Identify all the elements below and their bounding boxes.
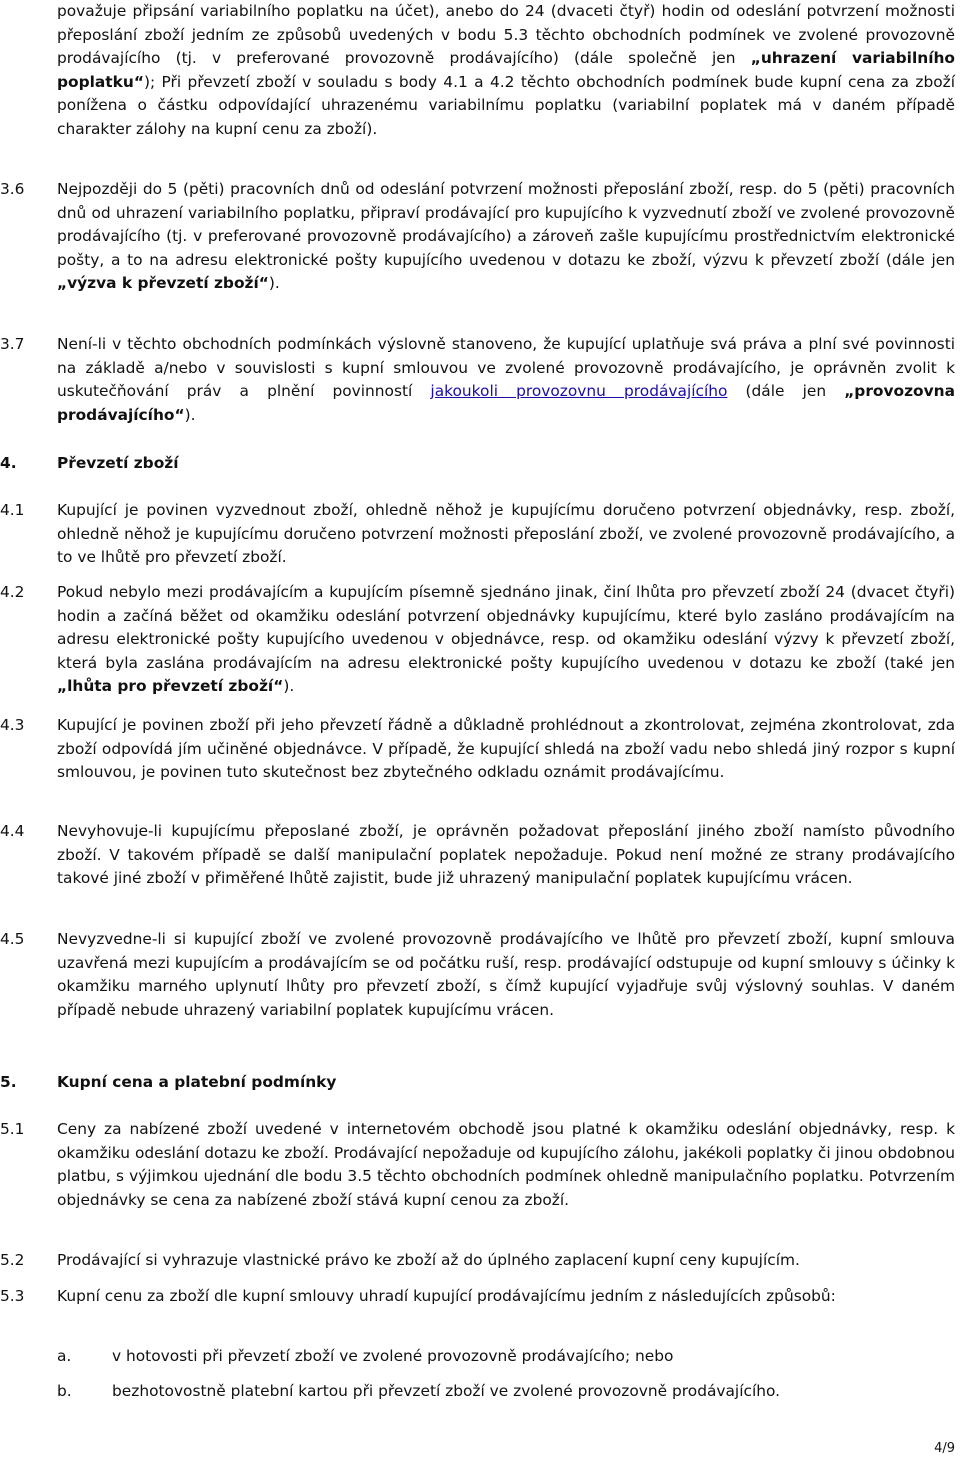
- paragraph-text: považuje připsání variabilního poplatku na účet), anebo do 24 (dvaceti čtyř) hodin od odeslání potvrzení možnosti přeposlání zboží jedním ze způsobů uvedených v bodu 5.3 těchto obchodních podmínek ve zvolené provozovně prodávajícího (tj. v preferované provozovně prodávajícího) (dále společně jen: [57, 2, 955, 67]
- clause-text: Ceny za nabízené zboží uvedené v internetovém obchodě jsou platné k okamžiku odeslání objednávky, resp. k okamžiku odeslání dotazu ke zboží. Prodávající nepožaduje od kupujícího zálohu, jakékoli poplatky či jinou obdobnou platbu, s výjimkou ujednání dle bodu 3.5 těchto obchodních podmínek ohledně manipulačního poplatku. Potvrzením objednávky se cena za nabízené zboží stává kupní cenou za zboží.: [57, 1120, 955, 1209]
- clause-number: 5.3: [0, 1287, 25, 1305]
- clause-text: Nevyhovuje-li kupujícímu přeposlané zboží, je oprávněn požadovat přeposlání jiného zboží namísto původního zboží. V takovém případě se další manipulační poplatek nepožaduje. Pokud není možné ze strany prodávajícího takové jiné zboží v přiměřené lhůtě zajistit, bude již uhrazený manipulační poplatek kupujícímu vrácen.: [57, 822, 955, 887]
- defined-term: „lhůta pro převzetí zboží“: [57, 677, 284, 695]
- clause-text: [57, 178, 955, 296]
- option-text: v hotovosti při převzetí zboží ve zvolené provozovně prodávajícího; nebo: [112, 1347, 674, 1365]
- clause-number: 4.4: [0, 822, 25, 840]
- clause-number: 4.2: [0, 583, 25, 601]
- section-number: 4.: [0, 454, 17, 472]
- provozovna-link[interactable]: jakoukoli provozovnu prodávajícího: [430, 382, 728, 400]
- clause-text: Prodávající si vyhrazuje vlastnické právo ke zboží až do úplného zaplacení kupní ceny kupujícím.: [57, 1251, 800, 1269]
- paragraph-text: Není-li v těchto obchodních podmínkách výslovně stanoveno, že kupující uplatňuje svá práva a plní své povinnosti na základě a/nebo v souvislosti s kupní smlouvou ve zvolené provozovně prodávajícího, je oprávněn zvolit k uskutečňování práv a plnění povinností: [57, 335, 955, 400]
- paragraph-continuation: [57, 0, 955, 141]
- section-title: Kupní cena a platební podmínky: [57, 1073, 337, 1091]
- paragraph-text: ).: [184, 405, 196, 424]
- clause-number: 4.1: [0, 501, 25, 519]
- clause-number: 4.5: [0, 930, 25, 948]
- clause-text: [57, 333, 955, 427]
- clause-text: Kupní cenu za zboží dle kupní smlouvy uhradí kupující prodávajícímu jedním z následujících způsobů:: [57, 1287, 836, 1305]
- section-title: Převzetí zboží: [57, 454, 179, 472]
- clause-number: 4.3: [0, 716, 25, 734]
- clause-text: Kupující je povinen vyzvednout zboží, ohledně něhož je kupujícímu doručeno potvrzení objednávky, resp. zboží, ohledně něhož je kupujícímu doručeno potvrzení možnosti přeposlání zboží, ve zvolené provozovně prodávajícího, a to ve lhůtě pro převzetí zboží.: [57, 501, 955, 566]
- paragraph-text: ); Při převzetí zboží v souladu s body 4.1 a 4.2 těchto obchodních podmínek bude kupní cena za zboží ponížena o částku odpovídající uhrazenému variabilnímu poplatku (variabilní poplatek má v daném případě charakter zálohy na kupní cenu za zboží).: [57, 72, 955, 138]
- paragraph-text: Pokud nebylo mezi prodávajícím a kupujícím písemně sjednáno jinak, činí lhůta pro převzetí zboží 24 (dvacet čtyři) hodin a začíná běžet od okamžiku odeslání potvrzení objednávky kupujícímu, které bylo zasláno prodávajícím na adresu elektronické pošty kupujícího uvedenou v objednávce, resp. od okamžiku odeslání výzvy k převzetí zboží, která byla zaslána prodávajícím na adresu elektronické pošty kupujícího uvedenou v dotazu ke zboží (také jen: [57, 583, 955, 672]
- clause-text: Nevyzvedne-li si kupující zboží ve zvolené provozovně prodávajícího ve lhůtě pro převzetí zboží, kupní smlouva uzavřená mezi kupujícím a prodávajícím se od počátku ruší, resp. prodávající odstupuje od kupní smlouvy s účinky k okamžiku marného uplynutí lhůty pro převzetí zboží, s čímž kupující vyjadřuje svůj výslovný souhlas. V daném případě nebude uhrazený variabilní poplatek kupujícímu vrácen.: [57, 930, 955, 1019]
- section-number: 5.: [0, 1073, 17, 1091]
- clause-number: 5.1: [0, 1120, 25, 1138]
- defined-term: „uhrazení variabilního poplatku“: [57, 49, 955, 91]
- clause-number: 3.6: [0, 180, 25, 198]
- option-text: bezhotovostně platební kartou při převzetí zboží ve zvolené provozovně prodávajícího.: [112, 1382, 781, 1400]
- clause-text: Kupující je povinen zboží při jeho převzetí řádně a důkladně prohlédnout a zkontrolovat, zejména zkontrolovat, zda zboží odpovídá jím učiněné objednávce. V případě, že kupující shledá na zboží vadu nebo shledá jiný rozpor s kupní smlouvou, je povinen tuto skutečnost bez zbytečného odkladu oznámit prodávajícímu.: [57, 716, 955, 781]
- paragraph-text: (dále jen: [727, 382, 845, 400]
- paragraph-text: ).: [283, 677, 295, 695]
- defined-term: „provozovna prodávajícího“: [57, 382, 955, 424]
- clause-number: 3.7: [0, 335, 25, 353]
- page-number: 4/9: [934, 1441, 955, 1456]
- paragraph-text: ).: [268, 274, 280, 292]
- clause-number: 5.2: [0, 1251, 25, 1269]
- paragraph-text: Nejpozději do 5 (pěti) pracovních dnů od odeslání potvrzení možnosti přeposlání zboží, resp. do 5 (pěti) pracovních dnů od uhrazení variabilního poplatku, připraví prodávající pro kupujícího k vyzvednutí zboží ve zvolené provozovně prodávajícího (tj. v preferované provozovně prodávajícího) a zároveň zašle kupujícímu prostřednictvím elektronické pošty, a to na adresu elektronické pošty kupujícího uvedenou v dotazu ke zboží, výzvu k převzetí zboží (dále jen: [57, 180, 955, 269]
- clause-text: [57, 581, 955, 699]
- defined-term: „výzva k převzetí zboží“: [57, 274, 269, 292]
- option-letter: b.: [57, 1382, 72, 1400]
- option-letter: a.: [57, 1347, 72, 1365]
